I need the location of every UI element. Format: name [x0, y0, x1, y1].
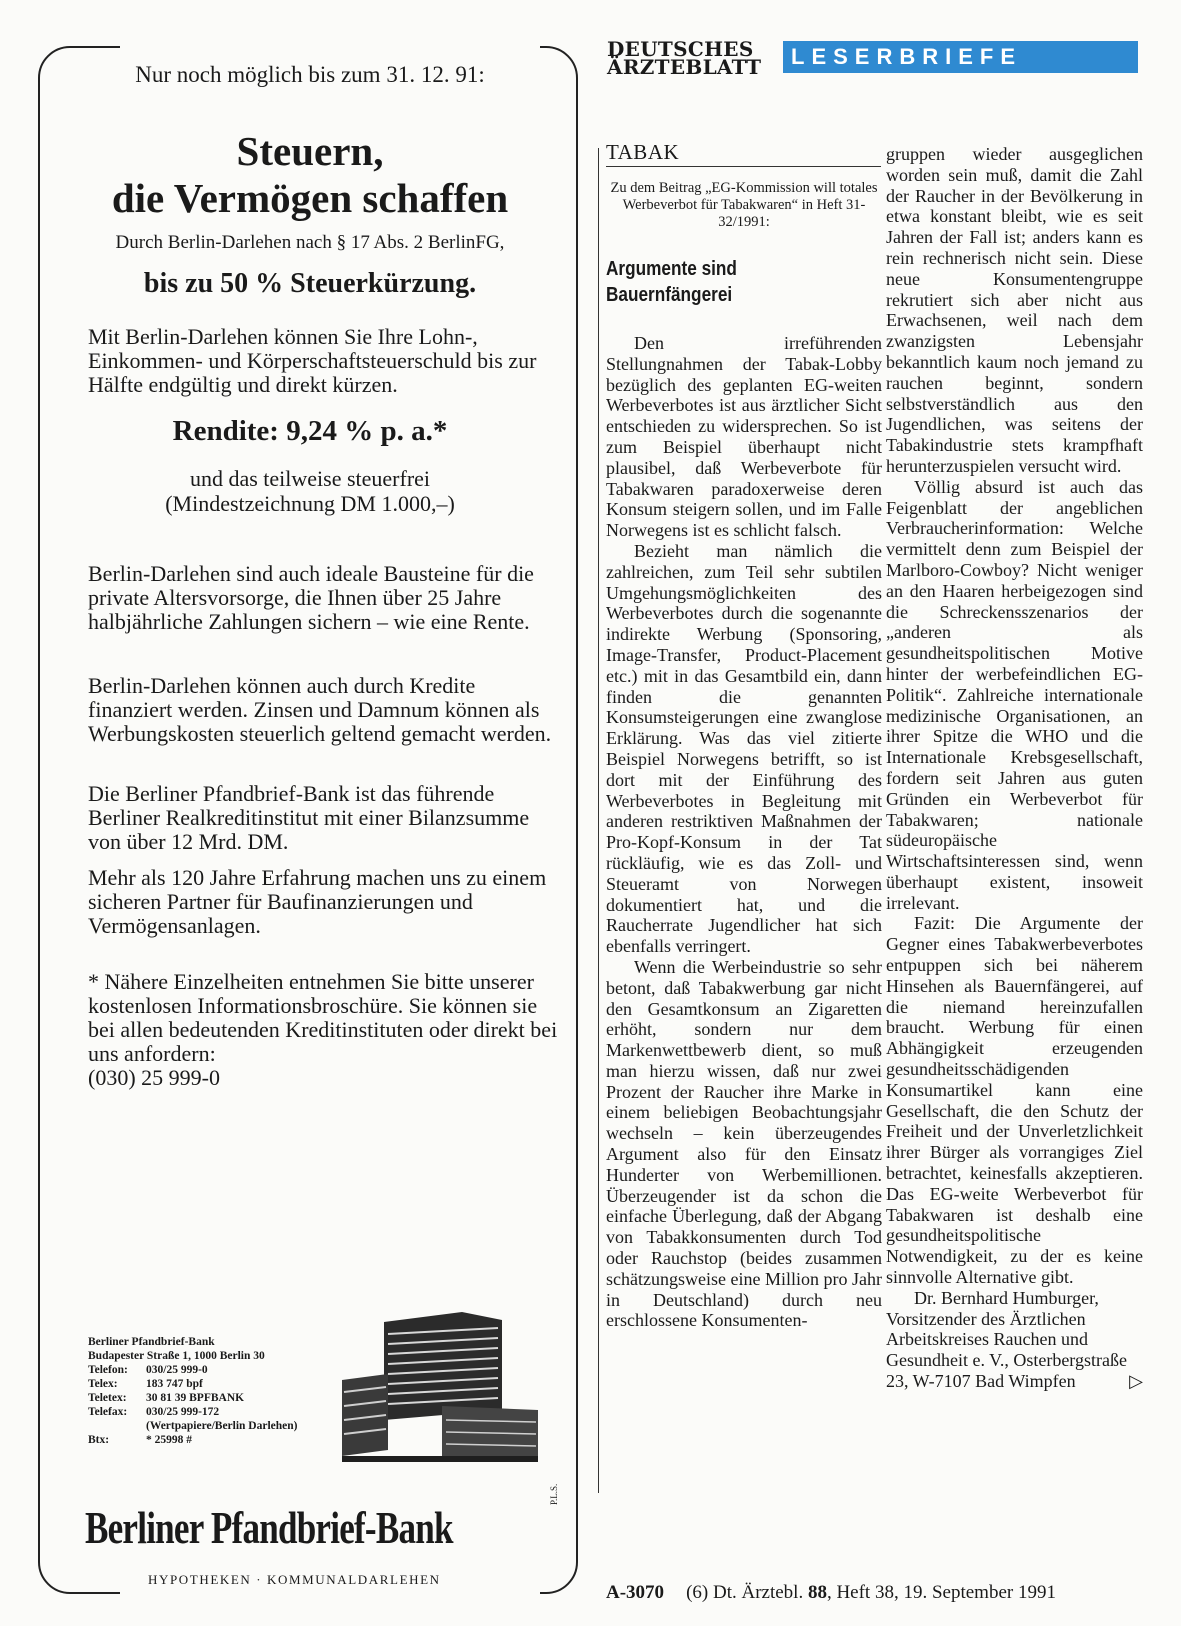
ad-frame-gap-top — [120, 40, 540, 52]
ad-paragraph-pension: Berlin-Darlehen sind auch ideale Bausteine für die private Altersvorsorge, die Ihnen über 25 Jahre halbjährliche Zahlungen sichern – wie eine Rente. — [88, 561, 534, 634]
article-headline-line1: Argumente sind — [606, 258, 737, 280]
ad-services: HYPOTHEKEN · KOMMUNALDARLEHEN — [148, 1572, 441, 1587]
contact-telefon: 030/25 999-0 — [146, 1364, 208, 1376]
contact-telefax-label: Telefax: — [88, 1406, 128, 1418]
ad-taxfree — [60, 466, 560, 516]
contact-telefax-note: (Wertpapiere/Berlin Darlehen) — [146, 1420, 298, 1432]
article-paragraph: Bezieht man nämlich die zahlreichen, zum Teil sehr subtilen Umgehungsmöglichkeiten des Werbeverbotes durch die sogenannte indirekte Werbung (Sponsoring, Image-Transfer, Product-Placement etc.) mit in das Gesamtbild ein, dann finden die genannten Konsumsteigerungen eine zwanglose Erklärung. Was das viel zitierte Beispiel Norwegens betrifft, so ist dort mit der Einführung des Werbeverbotes in Begleitung mit anderen restriktiven Maßnahmen der Pro-Kopf-Konsum in der Tat rückläufig, wie es das Zoll- und Steueramt von Norwegen dokumentiert hat, und die Raucherrate Jugendlicher hat sich ebenfalls verringert. — [606, 540, 882, 957]
ad-frame-gap-bottom — [120, 1588, 540, 1600]
ad-taxfree-line1: und das teilweise steuerfrei — [189, 466, 431, 491]
article-paragraph: Den irreführenden Stellungnahmen der Tabak-Lobby bezüglich des geplanten EG-weiten Werbeverbotes ist aus ärztlicher Sicht entschieden zu widersprechen. So ist zum Beispiel überhaupt nicht plausibel, daß Werbeverbote für Tabakwaren paradoxerweise deren Konsum steigern sollen, und im Falle Norwegens ist es schlicht falsch. — [606, 333, 882, 541]
continue-arrow-icon: ▷ — [1129, 1371, 1143, 1392]
contact-btx-label: Btx: — [88, 1434, 110, 1446]
ad-footnote — [88, 970, 558, 1090]
ad-paragraph-bank: Die Berliner Pfandbrief-Bank ist das führende Berliner Realkreditinstitut mit einer Bilanzsumme von über 12 Mrd. DM. — [88, 781, 530, 854]
article-paragraph: Völlig absurd ist auch das Feigenblatt der angeblichen Verbraucherinformation: Welche vermittelt denn zum Beispiel der Marlboro-Cowboy? Nicht weniger an den Haaren herbeigezogen sind die Schreckensszenarios der „anderen als gesundheitspolitischen Motive hinter der werbefeindlichen EG-Politik“. Zahlreiche internationale medizinische Organisationen, an ihrer Spitze die WHO und die Internationale Krebsgesellschaft, fordern seit Jahren aus guten Gründen ein Werbeverbot für Tabakwaren; nationale südeuropäische Wirtschaftsinteressen sind, wenn überhaupt existent, insoweit irrelevant. — [886, 476, 1143, 913]
ad-paragraph-credit: Berlin-Darlehen können auch durch Kredite finanziert werden. Zinsen und Damnum können als Werbungskosten steuerlich geltend gemacht werden. — [88, 673, 552, 746]
ad-headline-line1: Steuern, — [236, 128, 384, 174]
ad-taxfree-line2: (Mindestzeichnung DM 1.000,–) — [165, 491, 455, 516]
contact-telex: 183 747 bpf — [146, 1378, 203, 1390]
column-rule — [598, 148, 599, 1493]
contact-teletex: 30 81 39 BPFBANK — [146, 1392, 245, 1404]
ad-paragraph-experience: Mehr als 120 Jahre Erfahrung machen uns zu einem sicheren Partner für Baufinanzierungen und Vermögensanlagen. — [88, 865, 547, 938]
ad-agency-mark: P.L.S. — [549, 1483, 559, 1505]
contact-telefon-label: Telefon: — [88, 1364, 128, 1376]
page-footer — [606, 1582, 1146, 1604]
ad-phone: (030) 25 999-0 — [88, 1065, 220, 1090]
contact-btx: * 25998 # — [146, 1434, 192, 1446]
contact-address: Budapester Straße 1, 1000 Berlin 30 — [88, 1350, 265, 1362]
contact-teletex-label: Teletex: — [88, 1392, 127, 1404]
issue-suffix: , Heft 38, 19. September 1991 — [826, 1582, 1056, 1603]
page-number: A-3070 — [606, 1582, 665, 1603]
article-paragraph: Fazit: Die Argumente der Gegner eines Tabakwerbeverbotes entpuppen sich bei näherem Hinsehen als Bauernfängerei, auf die niemand hereinzufallen braucht. Werbung für einen Abhängigkeit erzeugenden gesundheitsschädigenden Konsumartikel kann eine Gesellschaft, die den Schutz der Freiheit und der Unverletzlichkeit ihrer Bürger als vorrangiges Ziel betrachtet, keinesfalls akzeptieren. Das EG-weite Werbeverbot für Tabakwaren ist deshalb eine gesundheitspolitische Notwendigkeit, zu der es keine sinnvolle Alternative gibt. — [886, 913, 1143, 1288]
contact-telefax: 030/25 999-172 — [146, 1406, 220, 1418]
ad-tax-cut: bis zu 50 % Steuerkürzung. — [143, 268, 477, 299]
bank-building-image — [342, 1310, 538, 1462]
section-banner: LESERBRIEFE — [783, 41, 1138, 73]
issue-prefix: (6) Dt. Ärztebl. — [686, 1582, 804, 1603]
ad-headline-line2: die Vermögen schaffen — [111, 175, 509, 221]
journal-logo — [607, 37, 762, 79]
article-headline — [606, 256, 843, 308]
contact-company: Berliner Pfandbrief-Bank — [88, 1336, 215, 1348]
article-paragraph: gruppen wieder ausgeglichen worden sein muß, damit die Zahl der Raucher in der Bevölkerung in etwa konstant bleibt, wie es seit Jahren der Fall ist; anders kann es rein rechnerisch nicht sein. Diese neue Konsumentengruppe rekrutiert sich aber nicht aus Erwachsenen, weil nach dem zwanzigsten Lebensjahr bekanntlich kaum noch jemand zu rauchen beginnt, sondern selbstverständlich aus den Jugendlichen, was seitens der Tabakindustrie stets krampfhaft herunterzuspielen versucht wird. — [886, 144, 1143, 476]
article-column-2 — [886, 144, 1143, 1392]
topic-underline — [606, 166, 881, 167]
article-reference: Zu dem Beitrag „EG-Kommission will totales Werbeverbot für Tabakwaren“ in Heft 31-32/1991: — [610, 180, 878, 230]
article-headline-line2: Bauernfängerei — [606, 284, 733, 306]
article-topic: TABAK — [606, 140, 680, 164]
journal-logo-line1: DEUTSCHES — [607, 37, 754, 61]
issue-volume: 88 — [807, 1582, 827, 1603]
ad-intro: Mit Berlin-Darlehen können Sie Ihre Lohn-, Einkommen- und Körperschaftsteuerschuld bis zur Hälfte endgültig und direkt kürzen. — [88, 324, 537, 397]
article-column-1 — [606, 333, 882, 1331]
ad-rendite: Rendite: 9,24 % p. a.* — [172, 415, 448, 447]
ad-subheadline: Durch Berlin-Darlehen nach § 17 Abs. 2 BerlinFG, — [115, 232, 505, 253]
article-paragraph: Wenn die Werbeindustrie so sehr betont, daß Tabakwerbung gar nicht den Gesamtkonsum an Zigaretten erhöht, sondern nur dem Markenwettbewerb dient, so muß man hierzu wissen, daß nur zwei Prozent der Raucher ihre Marke in einem beliebigen Beobachtungsjahr wechseln – kein überzeugendes Argument also für den Einsatz Hunderter von Werbemillionen. Überzeugender ist da schon die einfache Überlegung, daß der Abgang von Tabakkonsumenten durch Tod oder Rauchstop (beides zusammen schätzungsweise eine Million pro Jahr in Deutschland) durch neu erschlossene Konsumenten- — [606, 956, 882, 1331]
ad-contact-block — [88, 1335, 298, 1447]
ad-deadline: Nur noch möglich bis zum 31. 12. 91: — [135, 62, 485, 87]
contact-telex-label: Telex: — [88, 1378, 118, 1390]
journal-logo-line2: ÄRZTEBLATT — [607, 55, 762, 79]
article-signature — [886, 1288, 1143, 1392]
ad-headline — [60, 128, 560, 222]
ad-footnote-text: * Nähere Einzelheiten entnehmen Sie bitte unserer kostenlosen Informationsbroschüre. Sie können sie bei allen bedeutenden Kreditinstituten oder direkt bei uns anfordern: — [88, 969, 558, 1066]
signature-text: Dr. Bernhard Humburger, Vorsitzender des Ärztlichen Arbeitskreises Rauchen und Gesundheit e. V., Osterbergstraße 23, W-7107 Bad Wimpfen — [886, 1287, 1127, 1392]
ad-bank-logo: Berliner Pfandbrief-Bank — [85, 1503, 453, 1553]
